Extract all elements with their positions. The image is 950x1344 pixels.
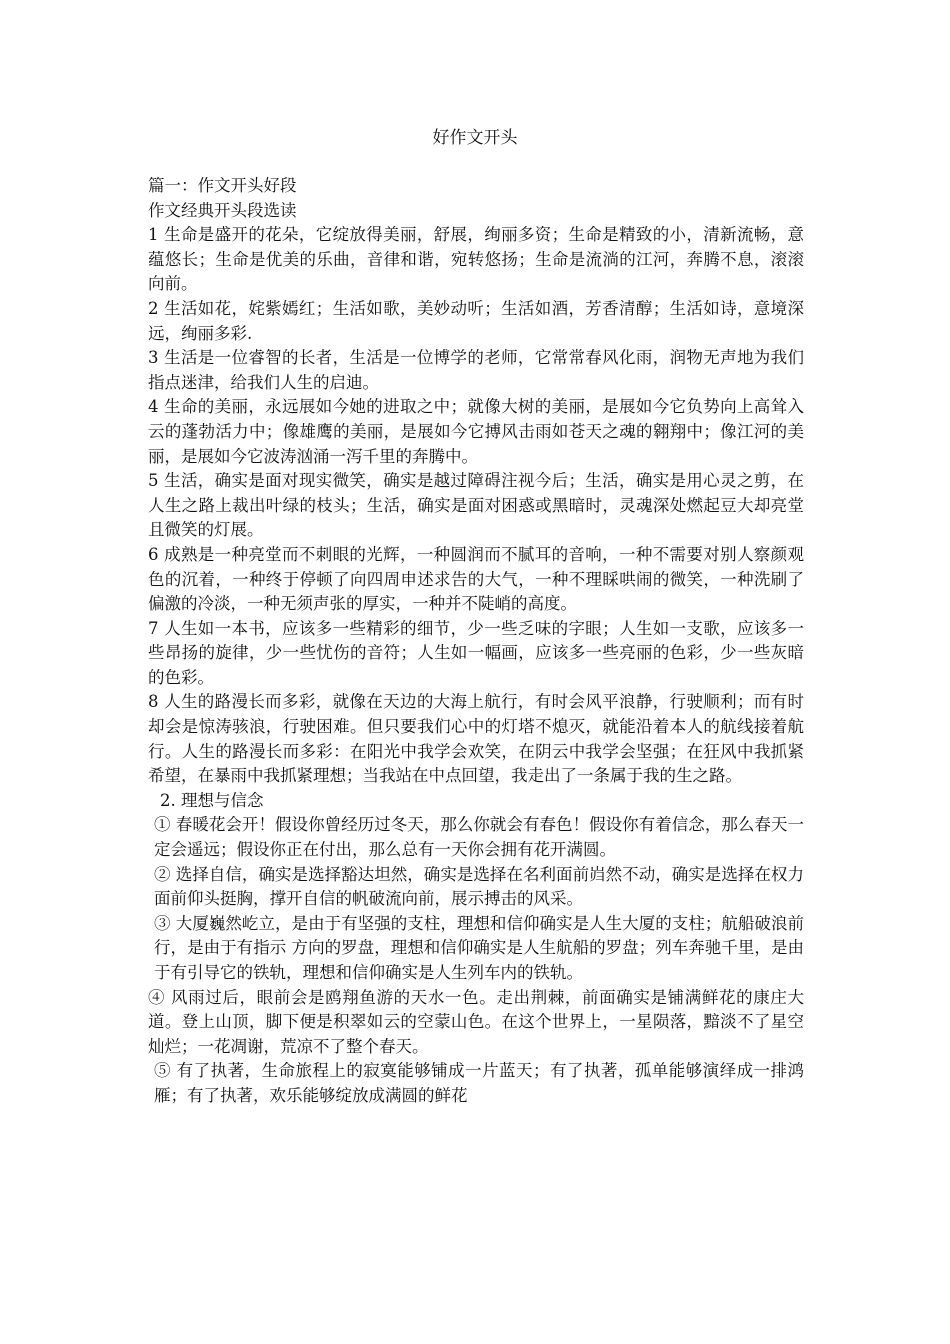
document-body	[148, 174, 804, 1109]
paragraph-1: 1 生命是盛开的花朵，它绽放得美丽，舒展，绚丽多资；生命是精致的小，清新流畅，意蕴悠长；生命是优美的乐曲，音律和谐，宛转悠扬；生命是流淌的江河，奔腾不息，滚滚向前。	[148, 225, 804, 294]
paragraph-circle-1: ① 春暖花会开！假设你曾经历过冬天，那么你就会有春色！假设你有着信念，那么春天一定会遥远；假设你正在付出，那么总有一天你会拥有花开满圆。	[154, 815, 804, 860]
paragraph-circle-4: ④ 风雨过后，眼前会是鸥翔鱼游的天水一色。走出荆棘，前面确实是铺满鲜花的康庄大道。登上山顶，脚下便是积翠如云的空蒙山色。在这个世界上，一星陨落，黯淡不了星空灿烂；一花凋谢，荒凉不了整个春天。	[148, 987, 804, 1056]
paragraph-circle-5: ⑤ 有了执著，生命旅程上的寂寞能够铺成一片蓝天；有了执著，孤单能够演绎成一排鸿雁；有了执著，欢乐能够绽放成满圆的鲜花	[154, 1061, 804, 1105]
paragraph-5: 5 生活，确实是面对现实微笑，确实是越过障碍注视今后；生活，确实是用心灵之剪，在人生之路上裁出叶绿的枝头；生活，确实是面对困惑或黑暗时，灵魂深处燃起豆大却亮堂且微笑的灯展。	[148, 471, 804, 540]
paragraph-3: 3 生活是一位睿智的长者，生活是一位博学的老师，它常常春风化雨，润物无声地为我们指点迷津，给我们人生的启迪。	[148, 348, 804, 392]
paragraph-circle-3: ③ 大厦巍然屹立，是由于有坚强的支柱，理想和信仰确实是人生大厦的支柱；航船破浪前行，是由于有指示 方向的罗盘，理想和信仰确实是人生航船的罗盘；列车奔驰千里，是由于有引导它的铁轨，理想和信仰确实是人生列车内的铁轨。	[154, 913, 804, 982]
paragraph-circle-2: ② 选择自信，确实是选择豁达坦然，确实是选择在名利面前岿然不动，确实是选择在权力面前仰头挺胸，撑开自信的帆破流向前，展示搏击的风采。	[154, 864, 804, 909]
subsection-heading: 作文经典开头段选读	[148, 200, 297, 220]
paragraph-7: 7 人生如一本书，应该多一些精彩的细节，少一些乏味的字眼；人生如一支歌，应该多一些昂扬的旋律，少一些忧伤的音符；人生如一幅画，应该多一些亮丽的色彩，少一些灰暗的色彩。	[148, 618, 804, 687]
paragraph-4: 4 生命的美丽，永远展如今她的进取之中；就像大树的美丽，是展如今它负势向上高耸入云的蓬勃活力中；像雄鹰的美丽，是展如今它搏风击雨如苍天之魂的翱翔中；像江河的美丽，是展如今它波涛汹涌一泻千里的奔腾中。	[148, 397, 804, 466]
paragraph-8: 8 人生的路漫长而多彩，就像在天边的大海上航行，有时会风平浪静，行驶顺利；而有时却会是惊涛骇浪，行驶困难。但只要我们心中的灯塔不熄灭，就能沿着本人的航线接着航行。人生的路漫长而多彩：在阳光中我学会欢笑，在阴云中我学会坚强；在狂风中我抓紧希望，在暴雨中我抓紧理想；当我站在中点回望，我走出了一条属于我的生之路。	[148, 692, 804, 786]
document-title: 好作文开头	[432, 128, 518, 148]
section-heading-2: 2. 理想与信念	[160, 790, 264, 810]
paragraph-2: 2 生活如花，姹紫嫣红；生活如歌，美妙动听；生活如酒，芳香清醇；生活如诗，意境深远，绚丽多彩.	[148, 298, 804, 343]
section-heading: 篇一：作文开头好段	[148, 176, 297, 195]
paragraph-6: 6 成熟是一种亮堂而不刺眼的光辉，一种圆润而不腻耳的音响，一种不需要对别人察颜观色的沉着，一种终于停顿了向四周申述求告的大气，一种不理睬哄闹的微笑，一种洗刷了偏激的冷淡，一种无须声张的厚实，一种并不陡峭的高度。	[148, 544, 804, 614]
